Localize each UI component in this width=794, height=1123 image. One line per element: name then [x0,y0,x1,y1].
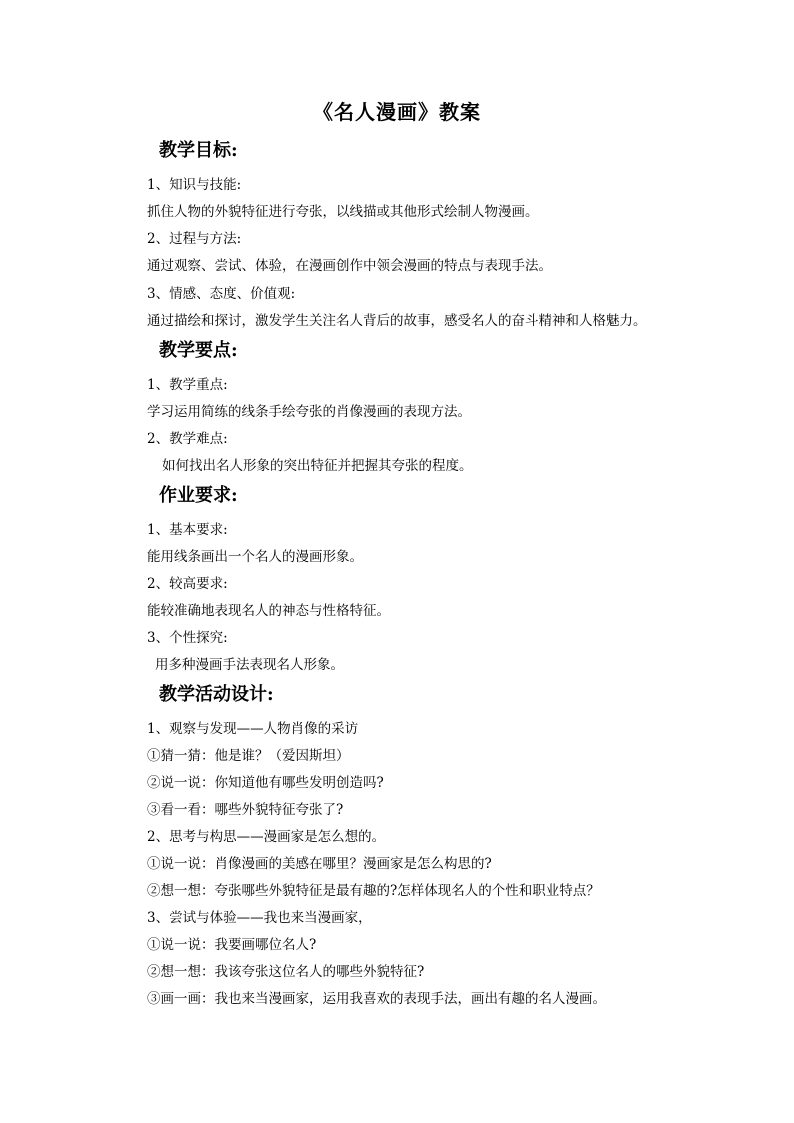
page-title: 《名人漫画》教案 [313,100,481,124]
paragraph-line: 能用线条画出一个名人的漫画形象。 [147,549,363,565]
paragraph-line: 2、思考与构思——漫画家是怎么想的。 [147,829,386,845]
paragraph-line: 能较准确地表现名人的神态与性格特征。 [147,603,390,619]
paragraph-line: 1、知识与技能: [147,177,242,193]
paragraph-line: 3、个性探究: [147,630,228,646]
paragraph-line: 如何找出名人形象的突出特征并把握其夸张的程度。 [162,458,473,474]
paragraph-line: 1、观察与发现——人物肖像的采访 [147,721,359,737]
paragraph-line: 2、过程与方法: [147,231,242,247]
paragraph-line: 2、较高要求: [147,576,228,592]
paragraph-line: 3、情感、态度、价值观: [147,286,296,302]
section-heading-objectives: 教学目标: [159,140,238,161]
paragraph-line: 学习运用简练的线条手绘夸张的肖像漫画的表现方法。 [147,404,471,420]
paragraph-line: 通过观察、尝试、体验，在漫画创作中领会漫画的特点与表现手法。 [147,258,552,274]
paragraph-line: 1、教学重点: [147,377,228,393]
paragraph-line: ③看一看：哪些外貌特征夸张了? [147,802,344,818]
paragraph-line: ②想一想：夸张哪些外貌特征是最有趣的?怎样体现名人的个性和职业特点？ [147,883,600,899]
paragraph-line: ①猜一猜：他是谁？（爱因斯坦） [147,748,350,764]
paragraph-line: 3、尝试与体验——我也来当漫画家， [147,910,372,926]
paragraph-line: ②想一想：我该夸张这位名人的哪些外貌特征? [147,964,425,980]
paragraph-line: ①说一说：我要画哪位名人? [147,937,317,953]
section-heading-homework: 作业要求: [159,485,238,506]
paragraph-line: 1、基本要求: [147,522,228,538]
paragraph-line: ①说一说：肖像漫画的美感在哪里？漫画家是怎么构思的? [147,856,492,872]
paragraph-line: 用多种漫画手法表现名人形象。 [155,657,344,673]
paragraph-line: ③画一画：我也来当漫画家，运用我喜欢的表现手法，画出有趣的名人漫画。 [147,991,606,1007]
section-heading-activities: 教学活动设计: [159,684,274,705]
paragraph-line: ②说一说：你知道他有哪些发明创造吗? [147,775,384,791]
paragraph-line: 2、教学难点: [147,431,228,447]
paragraph-line: 抓住人物的外貌特征进行夸张，以线描或其他形式绘制人物漫画。 [147,204,539,220]
section-heading-key-points: 教学要点: [159,340,238,361]
paragraph-line: 通过描绘和探讨，激发学生关注名人背后的故事，感受名人的奋斗精神和人格魅力。 [147,313,647,329]
